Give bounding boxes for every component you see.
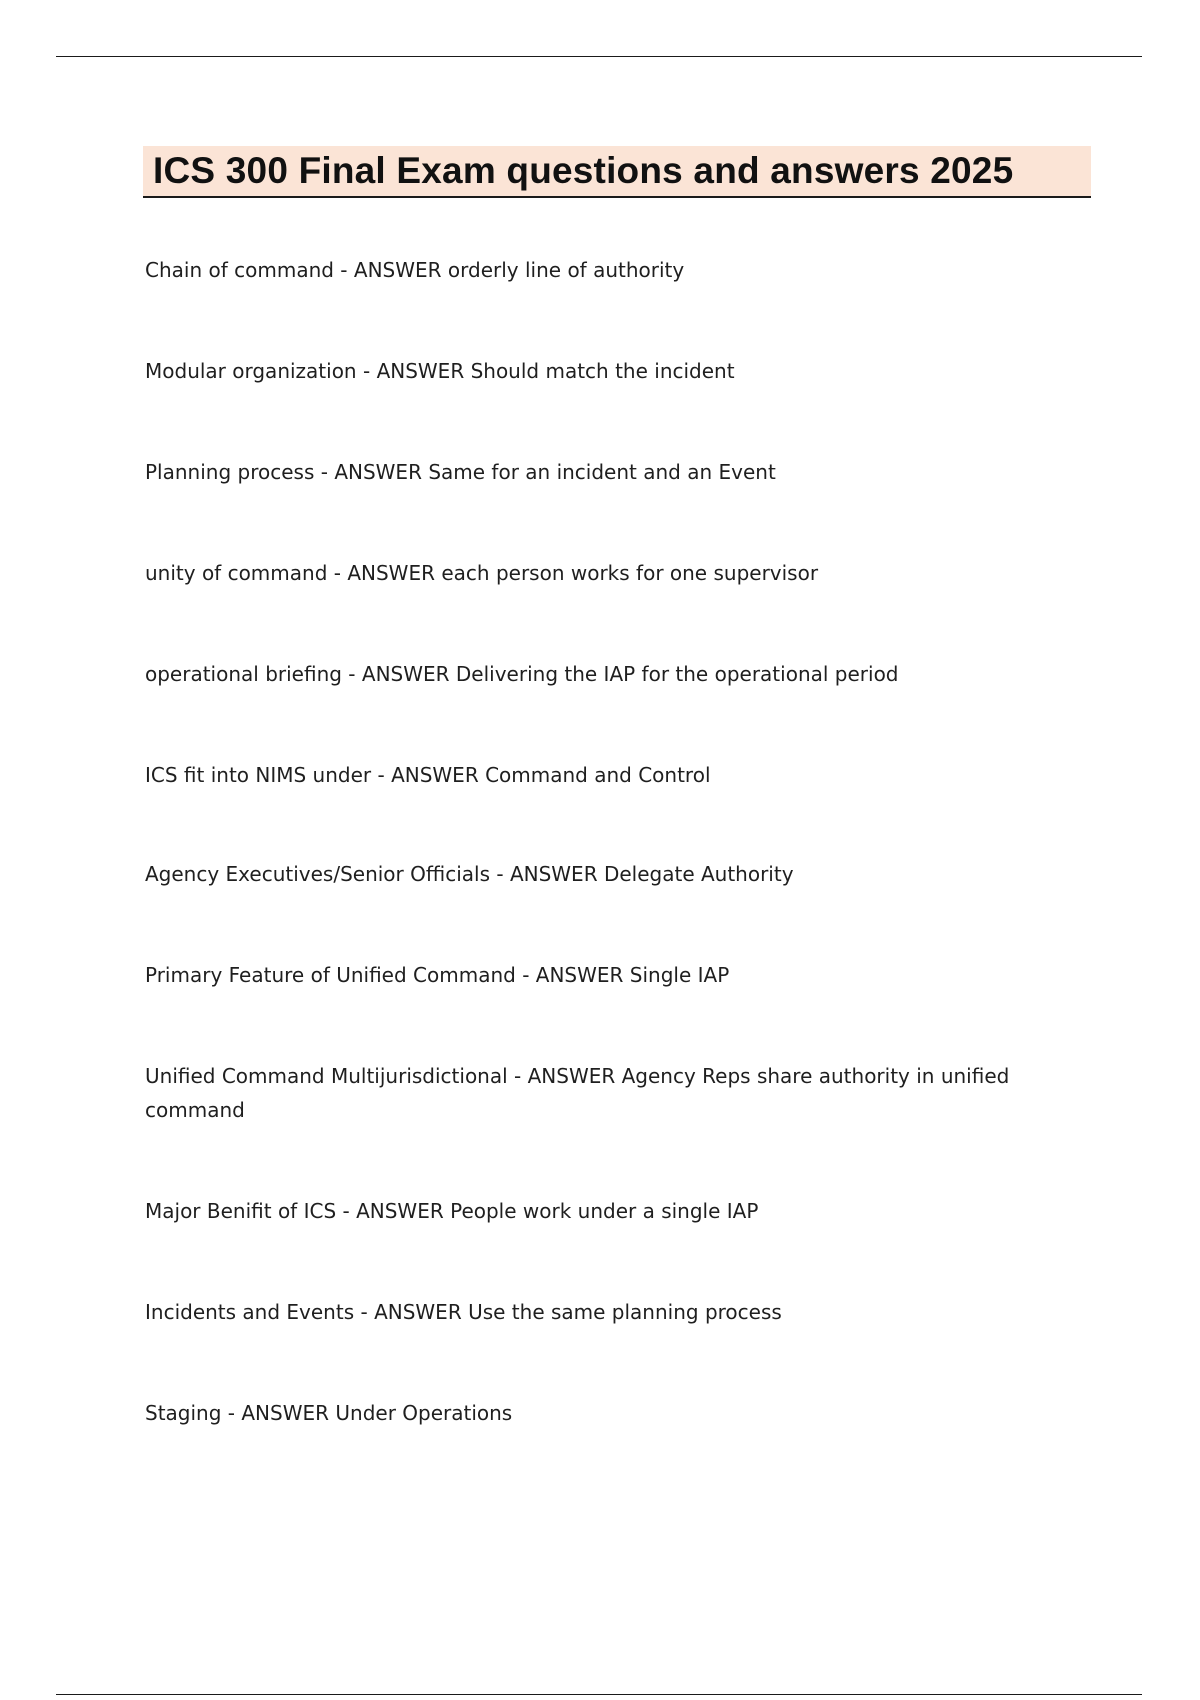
qa-answer: Delivering the IAP for the operational period [455, 662, 899, 686]
qa-answer: People work under a single IAP [450, 1199, 759, 1223]
qa-term: Primary Feature of Unified Command [145, 963, 516, 987]
qa-item: Agency Executives/Senior Officials - ANSWER Delegate Authority [145, 862, 794, 886]
answer-marker: ANSWER [374, 1300, 462, 1324]
answer-marker: ANSWER [353, 258, 442, 282]
answer-marker: ANSWER [241, 1401, 330, 1425]
qa-answer: orderly line of authority [447, 258, 685, 282]
answer-marker: ANSWER [509, 862, 598, 886]
qa-answer: Command and Control [485, 763, 711, 787]
qa-term: Chain of command [145, 258, 334, 282]
qa-answer: Delegate Authority [603, 862, 794, 886]
qa-answer: Use the same planning process [468, 1300, 782, 1324]
qa-item: Planning process - ANSWER Same for an incident and an Event [145, 460, 776, 484]
qa-term: operational briefing [145, 662, 342, 686]
qa-term: Unified Command Multijurisdictional [145, 1064, 508, 1088]
qa-term: Planning process [145, 460, 315, 484]
title-banner [143, 146, 1091, 198]
qa-answer: Under Operations [335, 1401, 513, 1425]
qa-answer: Same for an incident and an Event [428, 460, 776, 484]
qa-term: ICS fit into NIMS under [145, 763, 372, 787]
qa-item: Modular organization - ANSWER Should match the incident [145, 359, 735, 383]
answer-marker: ANSWER [356, 1199, 444, 1223]
qa-answer: Agency Reps share authority in unified command [145, 1064, 1010, 1122]
qa-answer: each person works for one supervisor [441, 561, 819, 585]
qa-term: Modular organization [145, 359, 357, 383]
page-title: ICS 300 Final Exam questions and answers 2025 [153, 150, 1014, 191]
qa-term: Staging [145, 1401, 222, 1425]
qa-term: Major Benifit of ICS [145, 1199, 337, 1223]
qa-item: Unified Command Multijurisdictional - ANSWER Agency Reps share authority in unified command [145, 1064, 1010, 1122]
bottom-rule [56, 1694, 1142, 1695]
top-rule [56, 56, 1142, 57]
answer-marker: ANSWER [391, 763, 479, 787]
qa-term: Agency Executives/Senior Officials [145, 862, 490, 886]
qa-item: Primary Feature of Unified Command - ANSWER Single IAP [145, 963, 730, 987]
answer-marker: ANSWER [527, 1064, 616, 1088]
answer-marker: ANSWER [334, 460, 422, 484]
answer-marker: ANSWER [535, 963, 624, 987]
qa-item: unity of command - ANSWER each person works for one supervisor [145, 561, 819, 585]
qa-item: Chain of command - ANSWER orderly line of authority [145, 258, 685, 282]
qa-item: Major Benifit of ICS - ANSWER People work under a single IAP [145, 1199, 759, 1223]
qa-term: unity of command [145, 561, 328, 585]
qa-term: Incidents and Events [145, 1300, 355, 1324]
answer-marker: ANSWER [361, 662, 450, 686]
qa-item: Staging - ANSWER Under Operations [145, 1401, 513, 1425]
answer-marker: ANSWER [376, 359, 465, 383]
qa-item: Incidents and Events - ANSWER Use the same planning process [145, 1300, 782, 1324]
qa-item: ICS fit into NIMS under - ANSWER Command and Control [145, 763, 711, 787]
qa-answer: Should match the incident [470, 359, 735, 383]
answer-marker: ANSWER [347, 561, 435, 585]
qa-item: operational briefing - ANSWER Delivering the IAP for the operational period [145, 662, 899, 686]
qa-answer: Single IAP [629, 963, 730, 987]
